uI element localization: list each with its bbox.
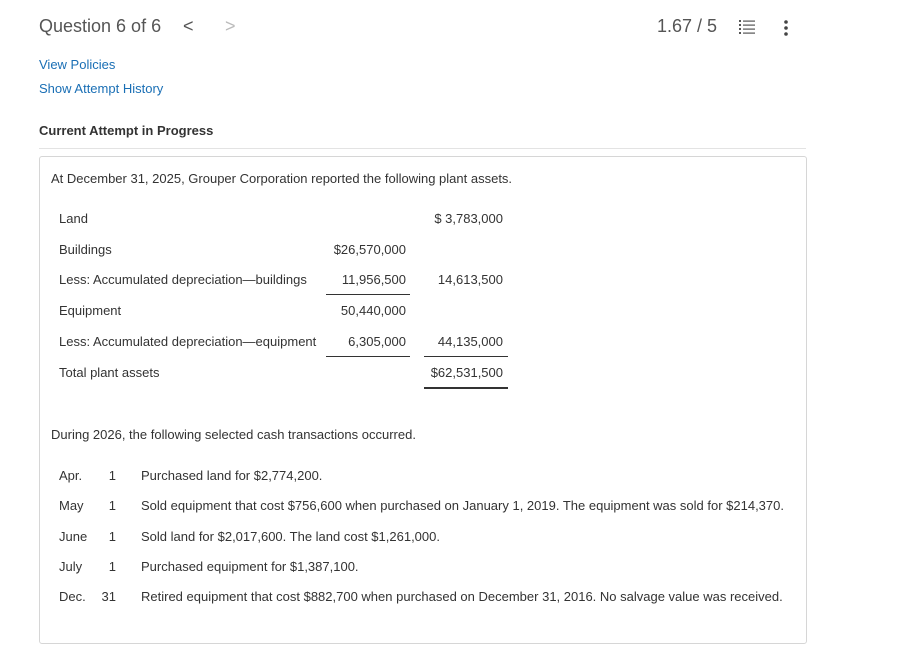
asset-col2: 44,135,000 <box>437 334 503 349</box>
transaction-row <box>40 468 806 488</box>
question-title: Question 6 of 6 <box>39 16 162 36</box>
transaction-description: Sold equipment that cost $756,600 when purchased on January 1, 2019. The equipment was sold for $214,370. <box>141 498 784 513</box>
transactions-intro: During 2026, the following selected cash transactions occurred. <box>51 427 416 442</box>
transaction-row <box>40 589 806 609</box>
asset-col2: $ 3,783,000 <box>434 211 503 226</box>
attempt-status: Current Attempt in Progress <box>39 123 214 138</box>
asset-row <box>40 334 806 354</box>
total-double-rule <box>424 387 508 389</box>
transaction-day: 1 <box>108 498 116 513</box>
asset-col1: 50,440,000 <box>340 303 406 318</box>
subtotal-rule <box>326 356 410 357</box>
previous-question-button[interactable]: < <box>183 16 194 36</box>
asset-label: Less: Accumulated depreciation—equipment <box>59 334 317 349</box>
asset-row <box>40 242 806 262</box>
transaction-description: Retired equipment that cost $882,700 when purchased on December 31, 2016. No salvage value was received. <box>141 589 783 604</box>
divider <box>39 148 806 149</box>
asset-label: Less: Accumulated depreciation—buildings <box>59 272 307 287</box>
asset-label: Total plant assets <box>59 365 160 380</box>
question-intro: At December 31, 2025, Grouper Corporation reported the following plant assets. <box>51 171 513 186</box>
asset-col1: 6,305,000 <box>348 334 406 349</box>
list-icon[interactable] <box>739 19 755 35</box>
transaction-description: Purchased equipment for $1,387,100. <box>141 559 359 574</box>
asset-row <box>40 365 806 385</box>
transaction-description: Sold land for $2,017,600. The land cost $1,261,000. <box>141 529 440 544</box>
asset-row <box>40 303 806 323</box>
transaction-month: June <box>59 529 88 544</box>
asset-col2: 14,613,500 <box>437 272 503 287</box>
view-policies-link[interactable]: View Policies <box>39 57 116 72</box>
asset-col1: $26,570,000 <box>333 242 406 257</box>
transaction-row <box>40 559 806 579</box>
asset-col2: $62,531,500 <box>430 365 503 380</box>
transaction-day: 31 <box>101 589 116 604</box>
asset-label: Equipment <box>59 303 122 318</box>
show-attempt-history-link[interactable]: Show Attempt History <box>39 81 164 96</box>
asset-label: Land <box>59 211 88 226</box>
asset-row <box>40 211 806 231</box>
question-card <box>39 156 807 644</box>
asset-col1: 11,956,500 <box>341 272 406 287</box>
transaction-month: July <box>59 559 83 574</box>
asset-row <box>40 272 806 292</box>
transaction-month: May <box>59 498 84 513</box>
transaction-row <box>40 529 806 549</box>
transaction-day: 1 <box>108 559 116 574</box>
more-vertical-icon[interactable] <box>781 18 791 38</box>
next-question-button[interactable]: > <box>225 16 236 36</box>
score: 1.67 / 5 <box>656 16 717 36</box>
transaction-day: 1 <box>108 468 116 483</box>
transaction-month: Apr. <box>59 468 83 483</box>
subtotal-rule <box>326 294 410 295</box>
subtotal-rule <box>424 356 508 357</box>
transaction-row <box>40 498 806 518</box>
asset-label: Buildings <box>59 242 112 257</box>
transaction-description: Purchased land for $2,774,200. <box>141 468 323 483</box>
transaction-month: Dec. <box>59 589 86 604</box>
transaction-day: 1 <box>108 529 116 544</box>
